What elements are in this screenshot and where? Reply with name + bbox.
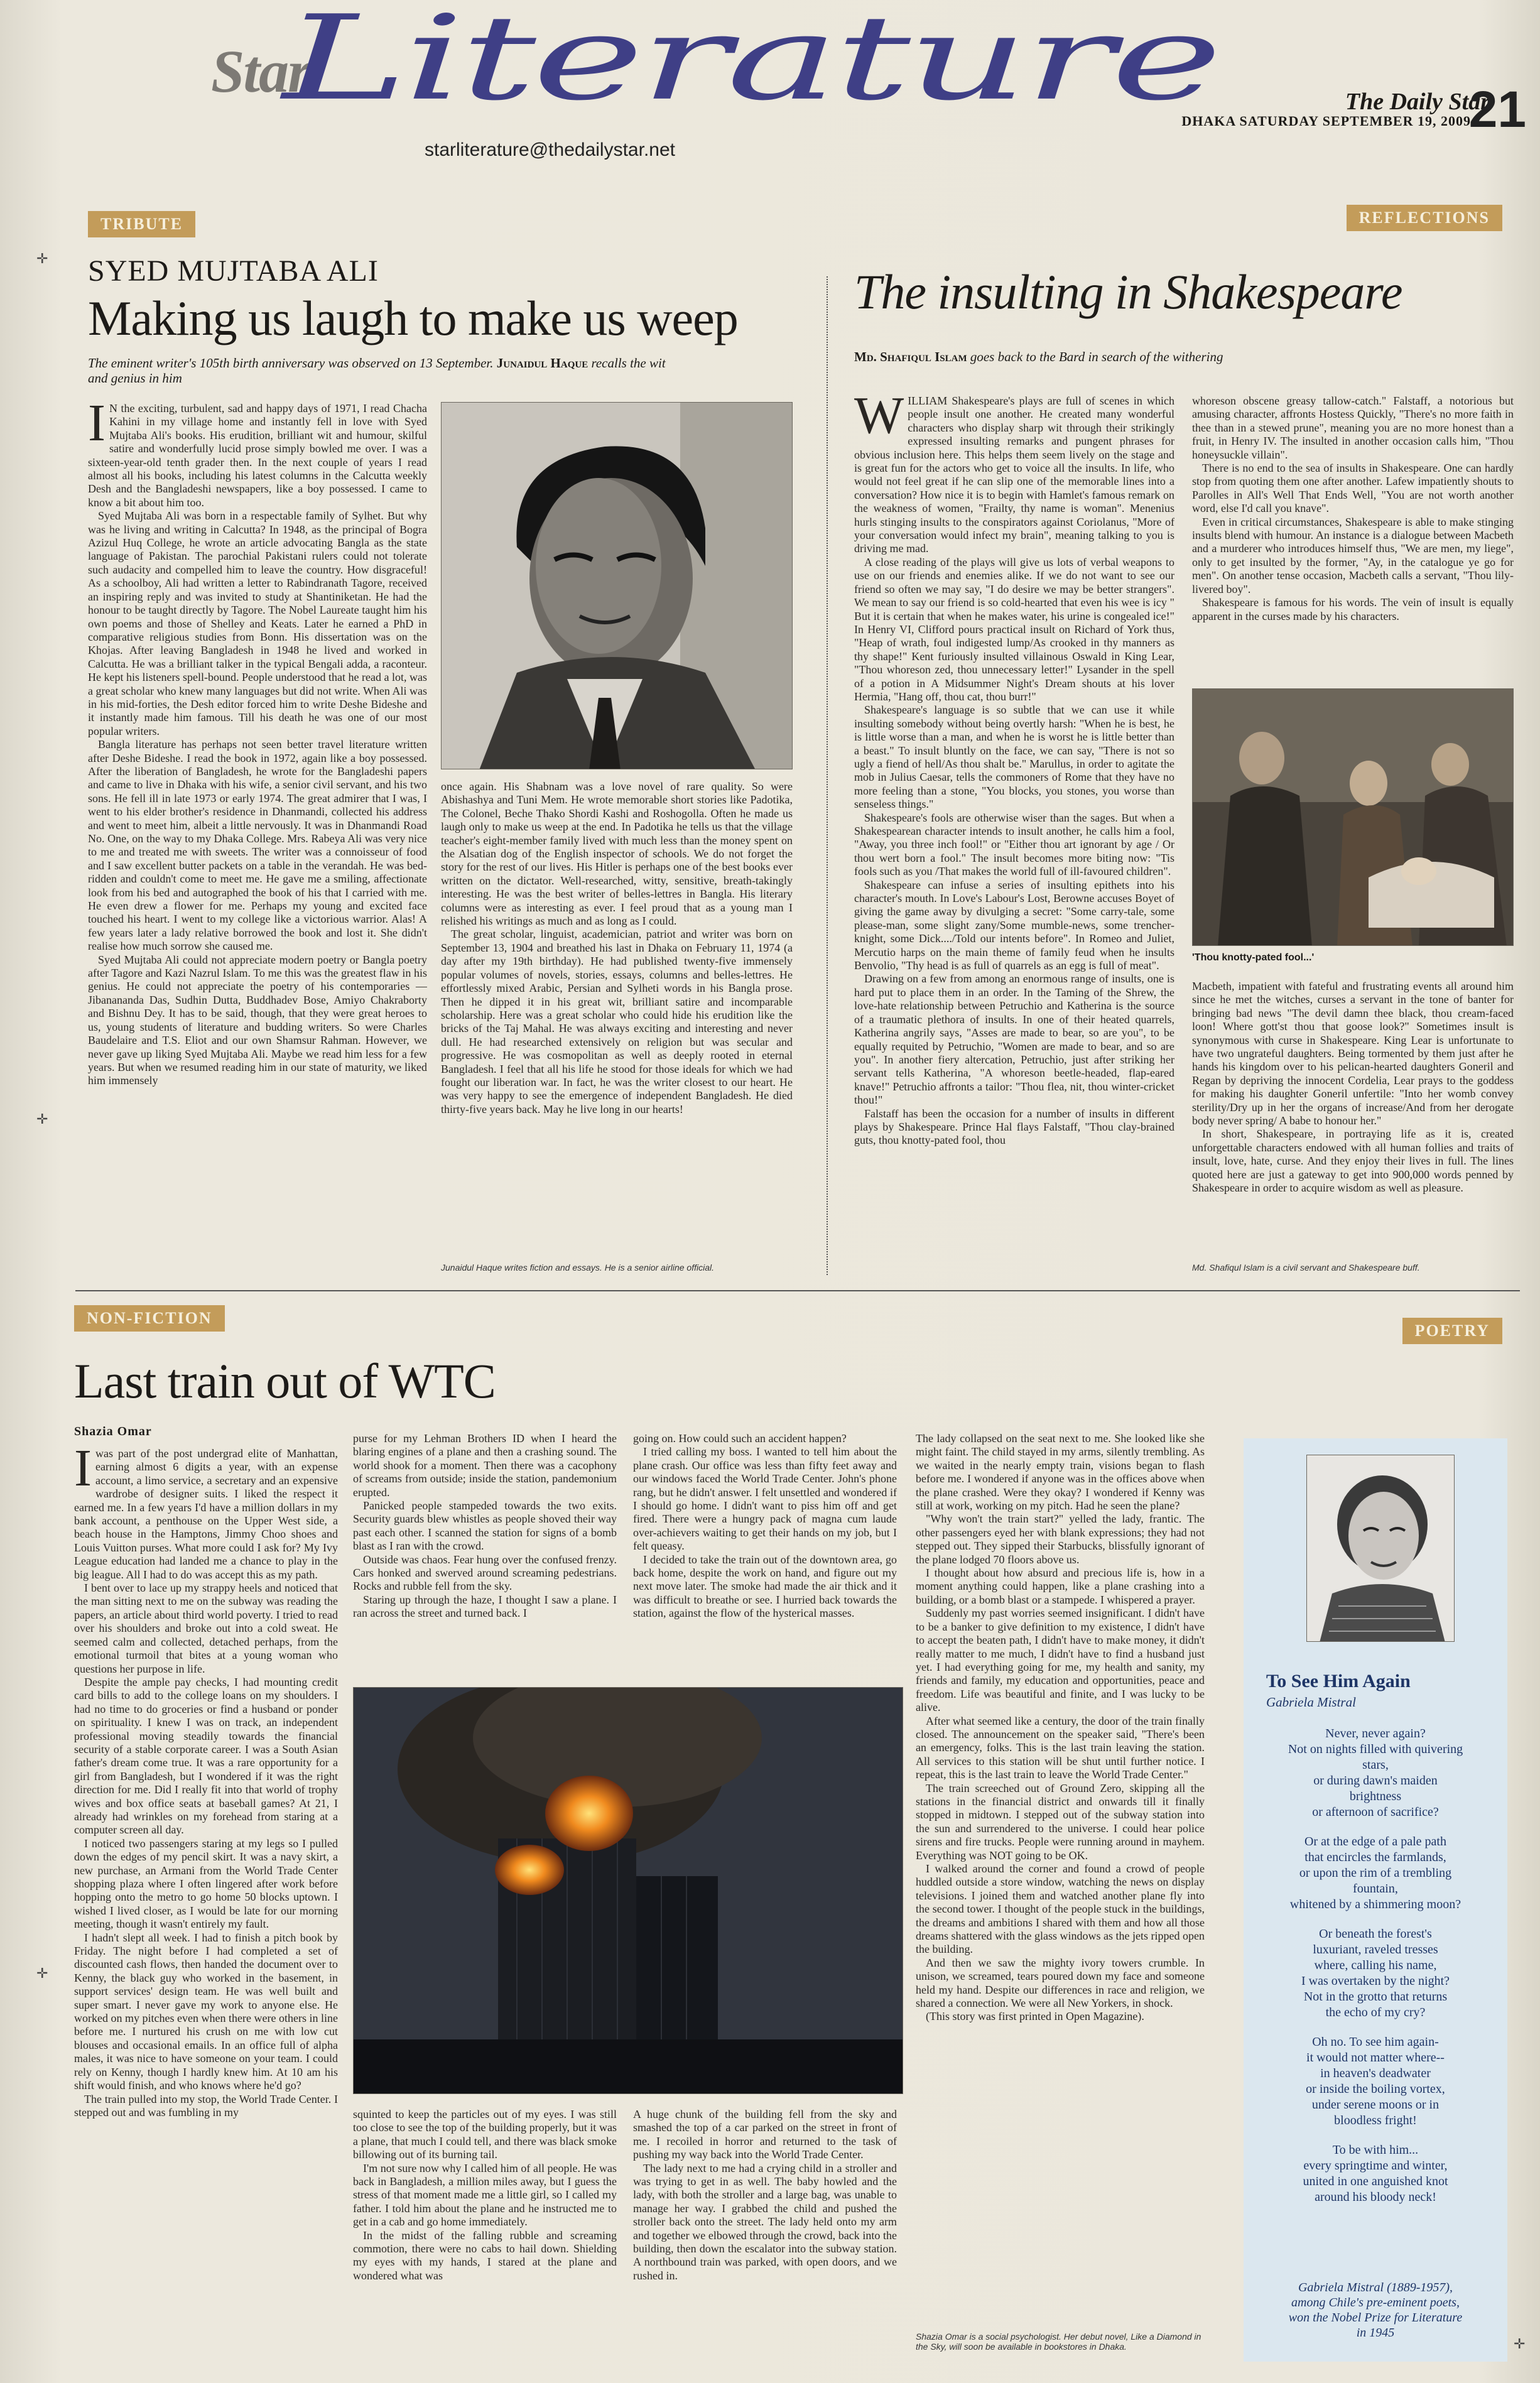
paragraph: Falstaff has been the occasion for a number of insults in different plays by Shakespeare. Prince Hal flays Falstaff, "Thou clay-brained guts, thou knotty-pated fool, thou <box>854 1107 1174 1147</box>
paragraph: Staring up through the haze, I thought I saw a plane. I ran across the street and turned back. I <box>353 1593 617 1620</box>
paragraph: The train pulled into my stop, the World Trade Center. I stepped out and was fumbling in my <box>74 2092 338 2119</box>
article-column <box>88 402 427 1272</box>
article-headline: Last train out of WTC <box>74 1354 496 1408</box>
masthead-email: starliterature@thedailystar.net <box>425 139 675 160</box>
author-portrait-photo <box>441 402 793 769</box>
article-column <box>633 2108 897 2364</box>
paragraph: I tried calling my boss. I wanted to tell him about the plane crash. Our office was less than fifty feet away and our windows faced the World Trade Center. John's phone rang, but he didn't answer. I felt unsettled and wondered if I should go home. I didn't want to piss him off and get fired. There were a hungry pack of magna cum laude over-achievers waiting to get their hands on my job, but I felt queasy. <box>633 1445 897 1553</box>
column-divider <box>827 276 828 1275</box>
poet-illustration <box>1307 1455 1455 1642</box>
paragraph: I decided to take the train out of the downtown area, go back home, despite the work on hand, and figure out my next move later. The smoke had made the air thick and it was difficult to breathe or see. I hurried back towards the station, against the flow of the hysterical masses. <box>633 1553 897 1620</box>
paragraph: once again. His Shabnam was a love novel of rare quality. So were Abishashya and Tuni Mem. He wrote memorable short stories like Padotika, The Colonel, Beche Thako Shordi Kashi and Roshogolla. Often he made us laugh only to make us weep at the end. In Padotika he tells us that the village teacher's eight-member family lived with much less than the money spent on the Alsatian dog of the English inspector of schools. We do not forget the story for the rest of our lives. His Hitler is perhaps one of the best books ever written on the dictator. Well-researched, witty, sensitive, breath-takingly interesting. He was the best writer of belles-lettres in Bangla. His literary columns were as interesting as ever. I feel proud that as a young man I relished his writings as much and as long as I could. <box>441 780 793 928</box>
article-column <box>854 394 1174 1274</box>
paragraph: Shakespeare's language is so subtle that we can use it while insulting somebody without being overtly harsh: "When he is best, he is little worse than a man, and when he is worst he is little better than a beast." To insult bluntly on the face, we can say, "There is not so ugly a fiend of hell/As thou shalt be." Marullus, in order to agitate the mob in Julius Caesar, tells the commoners of Rome that they have no more feeling than a stone, "You blocks, you stones, you worse than senseless things." <box>854 703 1174 811</box>
article-column <box>916 1432 1205 2324</box>
section-tag-reflections: REFLECTIONS <box>1347 205 1502 231</box>
poem-stanza: Or beneath the forest's luxuriant, raveled tresses where, calling his name, I was overtaken by the night? Not in the grotto that returns the echo of my cry? <box>1301 1927 1450 2019</box>
article-column <box>1192 394 1514 683</box>
article-headline: Making us laugh to make us weep <box>88 291 738 345</box>
paragraph: The train screeched out of Ground Zero, skipping all the stations in the financial district and onwards till it finally stopped in midtown. I stepped out of the subway station into the sun and surrendered to the universe. I could hear police sirens and fire trucks. People were running around in mayhem. Everything was NOT going to be OK. <box>916 1781 1205 1862</box>
paragraph: Suddenly my past worries seemed insignificant. I didn't have to be a banker to give definition to my existence, I didn't have to accept the beaten path, I didn't have to make money, it didn't really matter to me much, I didn't have to find a husband just yet. I had everything going for me, my health and sanity, my friends and family, my education and opportunities, peace and freedom. Life was beautiful and finite, and I was lucky to be alive. <box>916 1607 1205 1714</box>
paragraph: whoreson obscene greasy tallow-catch." Falstaff, a notorious but amusing character, affronts Hostess Quickly, "There's no more faith in thee than in a stewed prune", meaning you are no more honest than a fruit, in Henry IV. The insulted in another occasion calls him, "Thou honeysuckle villain". <box>1192 394 1514 461</box>
poem-body <box>1244 1726 1507 2219</box>
paragraph: Despite the ample pay checks, I had mounting credit card bills to add to the college loans on my shoulders. I had no time to do groceries or find a husband or ponder on spirituality. I knew I was on track, an independent professional moving steadily towards the financial security of a stable corporate career. I was a South Asian father's dream come true. It was a rare opportunity for a girl from Bangladesh, but I wondered if it was the right direction for me. Did I really fit into that world of trophy wives and box office seats at baseball games? At 21, I already had wrinkles on my forehead from staring at a computer screen all day. <box>74 1675 338 1837</box>
poet-portrait-photo <box>1306 1455 1455 1642</box>
portrait-illustration <box>442 403 793 769</box>
newspaper-name: The Daily Star <box>1345 89 1490 115</box>
paragraph: Drawing on a few from among an enormous range of insults, one is hard put to place them in an order. In the Taming of the Shrew, the love-hate relationship between Petruchio and Katherina is the source of a traumatic plethora of insults. In one of their heated quarrels, Katherina angrily says, "Asses are made to bear, so are you", to be equally requited by Petruchio, "Women are made to bear, and so are you". In another fiery altercation, Petruchio, just after striking her servant tells Katherina, "A whoreson beetle-headed, flap-eared knave!" Petruchio affronts a tailor: "Thou flea, nit, thou winter-cricket thou!" <box>854 972 1174 1107</box>
paragraph: purse for my Lehman Brothers ID when I heard the blaring engines of a plane and then a crashing sound. The world shook for a moment. Then there was a cacophony of screams from outside; inside the station, pandemonium erupted. <box>353 1432 617 1499</box>
article-column <box>441 780 793 1257</box>
paragraph: I walked around the corner and found a crowd of people huddled outside a store window, watching the news on display televisions. I joined them and watched another plane fly into the second tower. I thought of the people stuck in the buildings, the dreams and ambitions I shared with them and how all those dreams shattered with the glass windows as the jets ripped open the building. <box>916 1862 1205 1956</box>
page-number: 21 <box>1468 81 1526 138</box>
paragraph: The great scholar, linguist, academician, patriot and writer was born on September 13, 1904 and breathed his last in Dhaka on February 11, 1974 (a day after my 19th birthday). He had published twenty-five immensely popular volumes of novels, stories, essays, columns and belles-lettres. He effortlessly mixed Arabic, Persian and Sylheti words in his Bangla prose. Then he dipped it in his great wit, brilliant satire and incomparable scholarship. Here was a great scholar who could hide his erudition like the bricks of the Taj Mahal. He was always exciting and interesting and never dull. He had researched extensively on religion but was secular and progressive. He was cosmopolitan as well as deeply rooted in eternal Bangladesh. I feel that all his life he stood for those ideals for which we had fought our liberation war. In fact, he was the writer closest to our heart. He was very happy to see the emergence of independent Bangladesh. He died thirty-five years back. May he live long in our hearts! <box>441 928 793 1116</box>
paragraph: I noticed two passengers staring at my legs so I pulled down the edges of my pencil skirt. It was a navy skirt, a new purchase, an Armani from the World Trade Center shopping plaza where I often lingered after work before hopping onto the metro to go home 50 blocks uptown. I wished I lived closer, as I would be late for our morning meeting, though it wasn't entirely my fault. <box>74 1837 338 1931</box>
poem-stanza: To be with him... every springtime and winter, united in one anguished knot around his bloody neck! <box>1303 2143 1448 2204</box>
author-credit: Shazia Omar is a social psychologist. Her debut novel, Like a Diamond in the Sky, will soon be available in bookstores in Dhaka. <box>916 2331 1201 2352</box>
paragraph: The lady next to me had a crying child in a stroller and was trying to get in as well. The baby howled and the lady, with both the stroller and a large bag, was unable to manage her way. I grabbed the child and pushed the stroller back onto the street. The lady held onto my arm and together we elbowed through the crowd, back into the building, then down the escalator into the subway station. A northbound train was parked, with open doors, and we rushed in. <box>633 2161 897 2282</box>
masthead-literature-wordmark: Literature <box>283 0 1219 126</box>
article-dek: Md. Shafiqul Islam goes back to the Bard in search of the withering <box>854 349 1223 364</box>
paragraph: And then we saw the mighty ivory towers crumble. In unison, we screamed, tears poured down my face and someone held my hand. Despite our differences in race and religion, we shared a connection. We were all New Yorkers, in shock. <box>916 1956 1205 2010</box>
paragraph: WILLIAM Shakespeare's plays are full of scenes in which people insult one another. He created many wonderful characters who display sharp wit through their strikingly expressed insulting remarks and pungent phrases for obvious inclusion here. This helps them seem lively on the stage and is great fun for the actors who get to voice all the insults. In life, who would not feel great if he can slip one of the memorable lines into a conversation? How nice it is to begin with Hamlet's famous remark on the weakness of women, "Frailty, thy name is woman". Menenius hurls stinging insults to the conspirators against Coriolanus, "More of your conversation would infect my brain", meaning talking to you is driving me mad. <box>854 394 1174 555</box>
masthead-star-wordmark: Star <box>211 38 310 105</box>
article-column <box>353 2108 617 2364</box>
painting-illustration <box>1193 689 1514 946</box>
article-column <box>633 1432 897 1678</box>
article-column <box>353 1432 617 1678</box>
drop-cap: I <box>88 402 106 452</box>
poem-stanza: Never, never again? Not on nights filled with quivering stars, or during dawn's maiden brightness or afternoon of sacrifice? <box>1288 1727 1463 1819</box>
article-kicker: SYED MUJTABA ALI <box>88 254 379 288</box>
paragraph: In short, Shakespeare, in portraying life as it is, created unforgettable characters endowed with all human follies and traits of insult, love, hate, curse. And they enjoy their lives in full. The lines quoted here are just a gateway to get into 900,000 words penned by Shakespeare in order to acquire wisdom as well as pleasure. <box>1192 1127 1514 1195</box>
paragraph: "Why won't the train start?" yelled the lady, frantic. The other passengers eyed her with blank expressions; they had not stepped out. They sipped their Starbucks, blissfully ignorant of the plane lodged 70 floors above us. <box>916 1512 1205 1566</box>
poetry-box <box>1244 1438 1507 2362</box>
paragraph: Outside was chaos. Fear hung over the confused frenzy. Cars honked and swerved around screaming pedestrians. Rocks and rubble fell from the sky. <box>353 1553 617 1593</box>
paragraph: Shakespeare can infuse a series of insulting epithets into his character's mouth. In Love's Labour's Lost, Berowne accuses Boyet of giving the game away by divulging a secret: "Some carry-tale, some please-man, some slight zany/Some mumble-news, some trencher-knight, some Dick..../Told our intents before". In Romeo and Juliet, Mercutio harps on the main theme of family feud when he insults Benvolio, "Thy head is as full of quarrels as an egg is full of meat". <box>854 878 1174 972</box>
author-credit: Md. Shafiqul Islam is a civil servant and Shakespeare buff. <box>1192 1262 1420 1273</box>
paragraph: Shakespeare's fools are otherwise wiser than the sages. But when a Shakespearean character intends to insult another, he calls him a fool, "Away, you three inch fool!" or "Either thou art ignorant by age / Or thou wert born a fool." The insult becomes more biting now: "Tis fools such as you /That makes the world full of ill-favoured children". <box>854 811 1174 878</box>
paragraph: Bangla literature has perhaps not seen better travel literature written after Deshe Bideshe. I read the book in 1972, again like a boy possessed. After the liberation of Bangladesh, he wrote for the Bangladeshi papers and came to live in Dhaka with his wife, a senior civil servant, and his two sons. He fell ill in late 1973 or early 1974. The great admirer that I was, I went to his elder brother's residence in Dhanmandi, collected his address and went to meet him, albeit a little nervously. It was in Dhanmandi Road No. One, on the way to my Dhaka College. Mrs. Rabeya Ali was very nice to me and treated me with sweets. The writer was a connoisseur of food and I saw excellent butter packets on a table in the verandah. He was bed-ridden and couldn't come to meet me. He gave me a smiling, affectionate look from his bed and autographed the book of his that I carried with me. He even drew a flower for me. Perhaps my young and excited face touched his heart. I went to my college like a victorious warrior. Alas! A few years later a lady relative borrowed the book and lost it. She didn't realise how much sorrow she caused me. <box>88 738 427 953</box>
section-tag-non-fiction: NON-FICTION <box>74 1305 225 1332</box>
poem-stanza: Oh no. To see him again- it would not matter where-- in heaven's deadwater or inside the boiling vortex, under serene moons or in bloodless fright! <box>1306 2035 1445 2127</box>
article-dek: The eminent writer's 105th birth anniversary was observed on 13 September. Junaidul Haque recalls the wit and genius in him <box>88 356 666 386</box>
section-tag-poetry: POETRY <box>1402 1318 1502 1344</box>
paragraph: I'm not sure now why I called him of all people. He was back in Bangladesh, a million miles away, but I guess the stress of that moment made me a little girl, so I called my father. I told him about the plane and he instructed me to get in a cab and go home immediately. <box>353 2161 617 2228</box>
paragraph: squinted to keep the particles out of my eyes. I was still too close to see the top of the building properly, but it was a plane, that much I could tell, and there was black smoke billowing out of its burning tail. <box>353 2108 617 2161</box>
article-headline: The insulting in Shakespeare <box>854 264 1402 319</box>
registration-mark-icon: ✛ <box>36 1966 48 1982</box>
wtc-illustration <box>354 1688 903 2094</box>
dek-author: Md. Shafiqul Islam <box>854 349 967 364</box>
paragraph: I bent over to lace up my strappy heels and noticed that the man sitting next to me on the subway was reading the papers, an article about third world poverty. I tried to read over his shoulders and broke out into a cold sweat. He seemed calm and collected, detached perhaps, from the emotional turmoil that bites at a young woman who questions her purpose in life. <box>74 1582 338 1675</box>
paragraph: I hadn't slept all week. I had to finish a pitch book by Friday. The night before I had completed a set of discounted cash flows, then handed the document over to Kenny, the black guy who worked in the basement, in support services' design team. He was well built and super smart. I never gave my work to anyone else. He worked on my pitches even when there were others in line before me. I nurtured his crush on me with low cut blouses and occasional emails. In an office full of alpha males, it was nice to have someone on your team. I could rely on Kenny, though I hardly knew him. At 10 am his shift would finish, and who knows where he'd go? <box>74 1931 338 2092</box>
section-divider <box>75 1290 1520 1291</box>
paragraph: After what seemed like a century, the door of the train finally closed. The announcement on the speaker said, "There's been an emergency, folks. This is the last train leaving the station. All services to this station will be shut until further notice. I repeat, this is the last train to leave the World Trade Center." <box>916 1714 1205 1781</box>
article-byline: Shazia Omar <box>74 1425 152 1438</box>
poem-author: Gabriela Mistral <box>1266 1695 1356 1710</box>
poet-note: Gabriela Mistral (1889-1957), among Chile's pre-eminent poets, won the Nobel Prize for Literature in 1945 <box>1288 2281 1463 2340</box>
paragraph: Syed Mujtaba Ali was born in a respectable family of Sylhet. But why was he living and writing in Calcutta? In 1948, as the principal of Bogra Azizul Huq College, he wrote an article advocating Bangla as the state language of Pakistan. The parochial Pakistani rulers could not tolerate such audacity and compelled him to leave the country. How disgraceful! As a schoolboy, Ali had written a letter to Rabindranath Tagore, received an inspiring reply and was invited to study at Shantiniketan. He had the honour to be taught directly by Tagore. The Nobel Laureate taught him his own poems and those of Shelley and Keats. Later he earned a PhD in comparative religious studies from Bonn. His dissertation was on the Khojas. After leaving Bangladesh in 1948 he lived and worked in Calcutta. He was a brilliant talker in the typical Bengali adda, a raconteur. He kept his listeners spell-bound. People understood that he read a lot, was a great scholar who knew many languages but did not write. When Ali was in his mid-forties, the Desh editor forced him to write Deshe Bideshe and it instantly made him famous. Till his death he was one of our most popular writers. <box>88 509 427 737</box>
article-column <box>74 1447 338 2364</box>
registration-mark-icon: ✛ <box>36 251 48 267</box>
paragraph: There is no end to the sea of insults in Shakespeare. One can hardly stop from quoting them one after another. Lafew impatiently shouts to Parolles in All's Well That Ends Well, "You are not worth another word, else I'd call you knave". <box>1192 462 1514 515</box>
photo-caption: 'Thou knotty-pated fool...' <box>1192 952 1315 963</box>
drop-cap: I <box>74 1447 92 1497</box>
poem-title: To See Him Again <box>1266 1671 1411 1691</box>
paragraph: Shakespeare is famous for his words. The vein of insult is equally apparent in the curses made by his characters. <box>1192 596 1514 622</box>
paragraph: I N the exciting, turbulent, sad and happy days of 1971, I read Chacha Kahini in my village home and instantly fell in love with Syed Mujtaba Ali's books. His erudition, brilliant wit and humour, skilful satire and wonderfully lucid prose simply bowled me over. I was a sixteen-year-old tenth grader then. In the next couple of years I read almost all his books, including his latest columns in the Calcutta weekly Desh and the Bangladeshi newspapers, like a boy possessed. I came to know a bit about him too. <box>88 402 427 509</box>
registration-mark-icon: ✛ <box>1514 2337 1526 2352</box>
paragraph: Panicked people stampeded towards the two exits. Security guards blew whistles as people shoved their way past each other. I scanned the station for signs of a bomb blast as I ran with the crowd. <box>353 1499 617 1553</box>
paragraph: going on. How could such an accident happen? <box>633 1432 847 1445</box>
poem-stanza: Or at the edge of a pale path that encircles the farmlands, or upon the rim of a trembling fountain, whitened by a shimmering moon? <box>1289 1835 1461 1911</box>
masthead <box>0 0 1540 188</box>
dateline: DHAKA SATURDAY SEPTEMBER 19, 2009 <box>1181 113 1471 129</box>
dek-author: Junaidul Haque <box>496 356 588 371</box>
section-tag-tribute: TRIBUTE <box>88 211 195 237</box>
paragraph: A close reading of the plays will give us lots of verbal weapons to use on our friends and enemies alike. If we do not want to see our friend so often we may say, "I do desire we may be better strangers". We mean to say our friend is so cold-hearted that even his wee is icy " But it is certain that when he makes water, his urine is congealed ice!" In Henry VI, Clifford pours practical insult on Richard of York thus, "Heap of wrath, foul indigested lump/As crooked in thy manners as thy shape!" Kent furiously insulted villainous Oswald in King Lear, "Thou whoreson zed, thou unnecessary letter!" Lysander in the spell of a potion in A Midsummer Night's Dream shouts at his lover Hermia, "Hang off, thou cat, thou burr!" <box>854 555 1174 703</box>
paragraph: The lady collapsed on the seat next to me. She looked like she might faint. The child stayed in my arms, silently trembling. As we waited in the nearly empty train, visions began to flash before me. I wondered if anyone was in the offices above when the plane crashed. Were they okay? I wondered if Kenny was still at work, working on my pitch. Had he seen the plane? <box>916 1432 1205 1512</box>
paragraph: Syed Mujtaba Ali could not appreciate modern poetry or Bangla poetry after Tagore and Kazi Nazrul Islam. To me this was the greatest flaw in his genius. He could not appreciate the poetry of his contemporaries — Jibanananda Das, Sudhin Dutta, Buddhadev Bose, Amiyo Chakraborty and Bishnu Dey. It has to be said, though, that they were great heroes to us, young students of literature and budding writers. So were Charles Baudelaire and T.S. Eliot and our own Shamsur Rahman. However, we never gave up liking Syed Mujtaba Ali. Maybe we read him less for a few years. But when we resumed reading him in our state of maturity, we liked him immensely <box>88 953 427 1087</box>
author-credit: Junaidul Haque writes fiction and essays. He is a senior airline official. <box>441 1262 714 1273</box>
paragraph: In the midst of the falling rubble and screaming commotion, there were no cabs to hail down. Shielding my eyes with my hands, I stared at the plane and wondered what was <box>353 2228 617 2282</box>
paragraph: (This story was first printed in Open Magazine). <box>926 2010 1144 2023</box>
paragraph: Macbeth, impatient with fateful and frustrating events all around him since he met the witches, curses a servant in the tone of banter for bringing bad news "The devil damn thee black, thou cream-faced loon! Where gott'st thou that goose look?" Sometimes insult is synonymous with curse in Shakespeare. King Lear is unfortunate to have two ungrateful daughters. Being tormented by them just after he hands his kingdom over to his pelican-hearted daughters Goneril and Regan by depriving the innocent Cordelia, Lear prays to the goddess for making his daughter Goneril unfertile: "Into her womb convey sterility/Dry up in her the organs of increase/And from her derogate body never spring/ A babe to honour her." <box>1192 980 1514 1127</box>
paragraph: Even in critical circumstances, Shakespeare is able to make stinging insults blend with humour. An instance is a dialogue between Macbeth and a murderer who introduces himself thus, "We are men, my liege", only to get insulted by the former, "Ay, in the catalogue ye go for men". On another tense occasion, Macbeth calls a servant, "Thou lily-livered boy". <box>1192 515 1514 595</box>
wtc-attack-photo <box>353 1687 903 2094</box>
paragraph: I was part of the post undergrad elite of Manhattan, earning almost 6 digits a year, with an expense account, a limo service, a secretary and an expensive wardrobe of designer suits. I liked the respect it earned me. In a few years I'd have a million dollars in my bank account, a penthouse on the Upper West side, a beach house in the Hamptons, Jimmy Choo shoes and Louis Vuitton purses. What more could I ask for? My Ivy League education had landed me a chance to play in the big league. All I had to do was accept this as my path. <box>74 1447 338 1581</box>
paragraph: A huge chunk of the building fell from the sky and smashed the top of a car parked on the street in front of me. I recoiled in horror and returned to the task of pushing my way back into the World Trade Center. <box>633 2108 897 2161</box>
paragraph: I thought about how absurd and precious life is, how in a moment anything could happen, like a plane crashing into a building, or a bomb blast or a stampede. I whispered a prayer. <box>916 1566 1205 1606</box>
article-column <box>1192 980 1514 1256</box>
registration-mark-icon: ✛ <box>36 1112 48 1127</box>
painting-photo <box>1192 688 1514 946</box>
drop-cap: W <box>854 394 904 445</box>
